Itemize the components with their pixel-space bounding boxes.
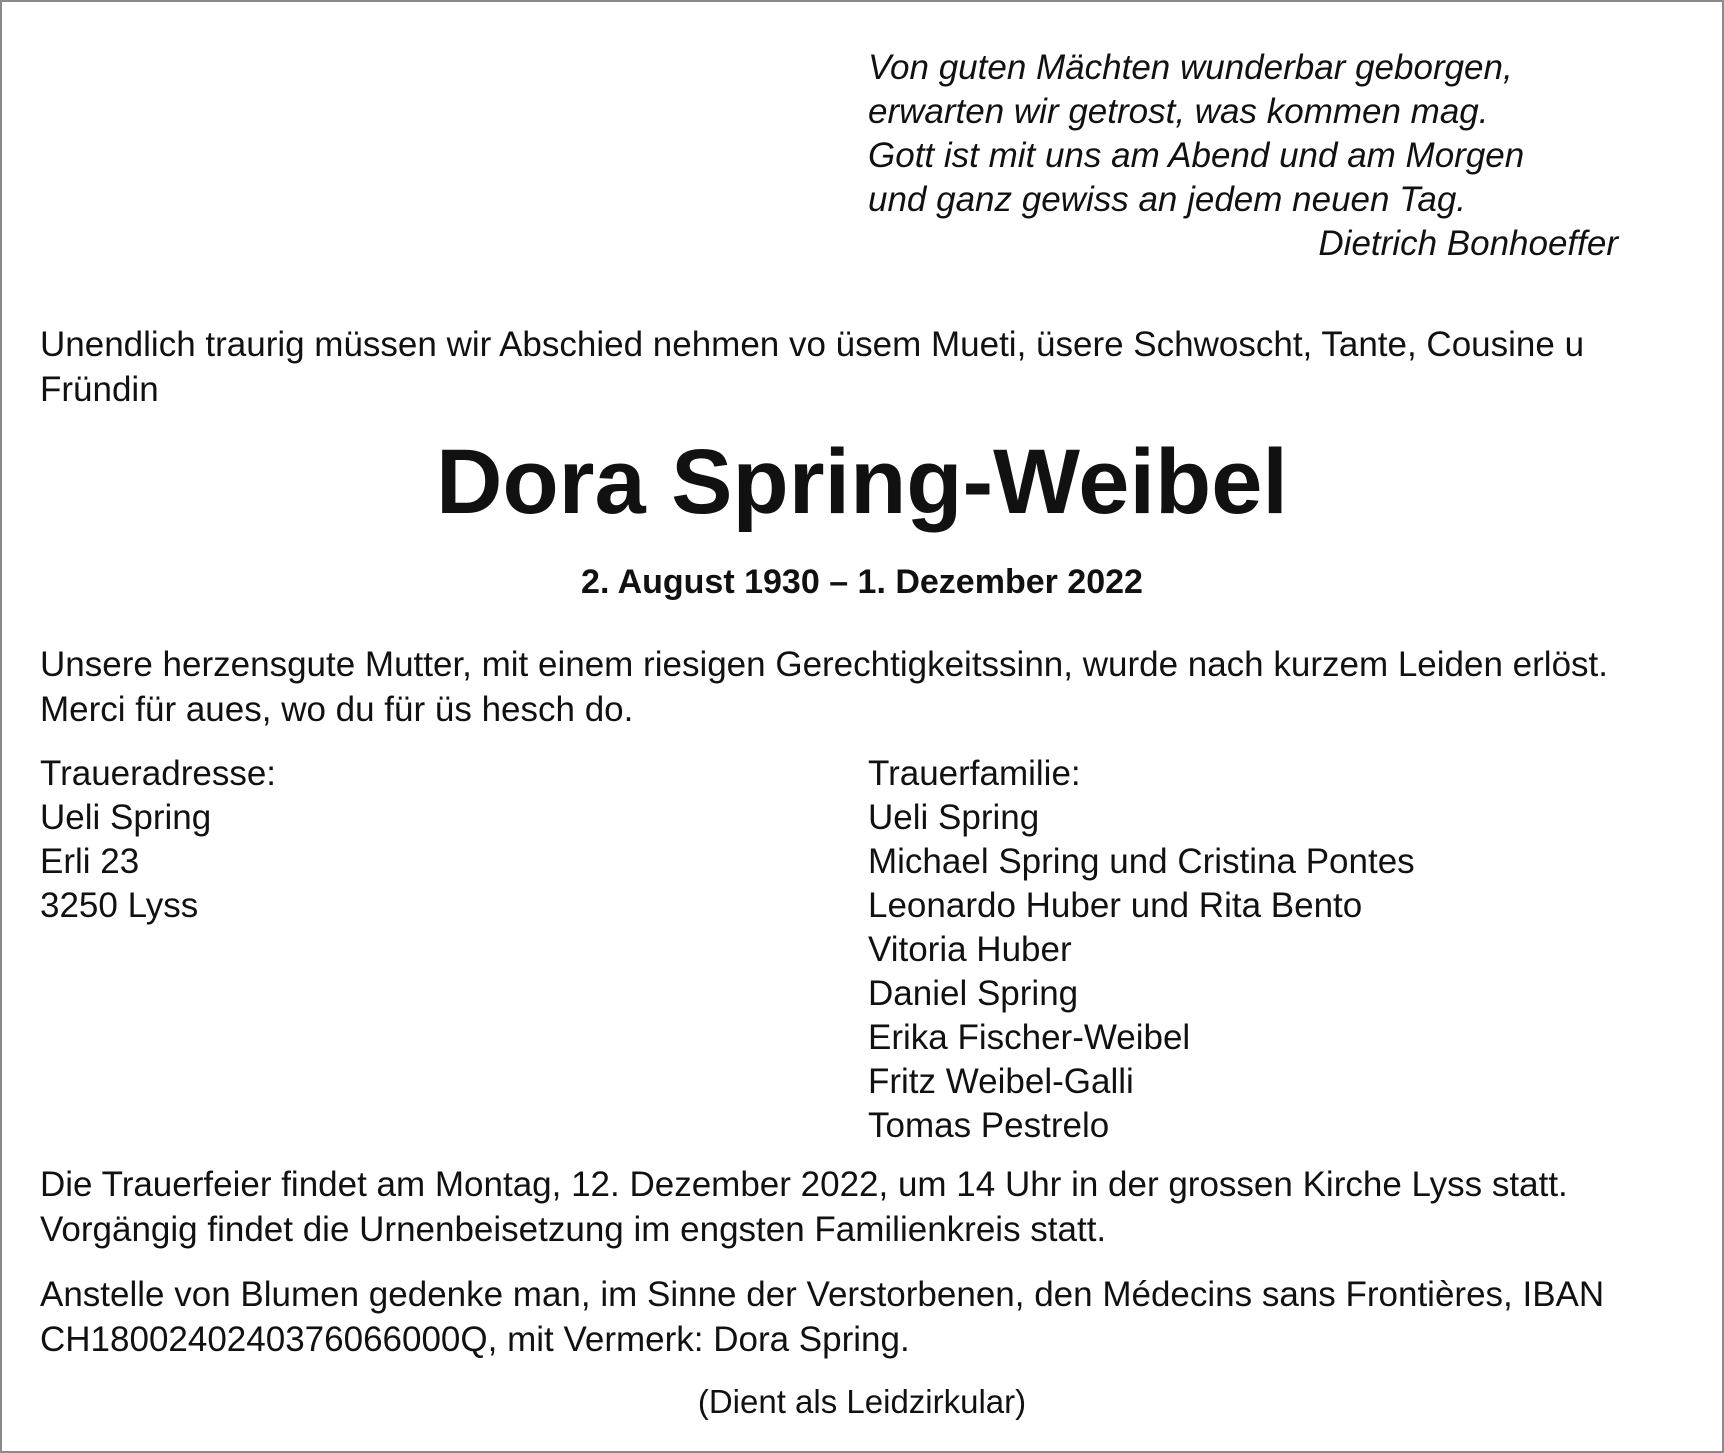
deceased-name: Dora Spring-Weibel [436, 431, 1288, 533]
family-member: Daniel Spring [868, 974, 1079, 1013]
family-heading: Trauerfamilie: [868, 754, 1081, 793]
mourning-address [40, 752, 276, 928]
address-line: Ueli Spring [40, 798, 212, 837]
quote-line: Von guten Mächten wunderbar geborgen, [868, 48, 1513, 87]
quote-line: erwarten wir getrost, was kommen mag. [868, 92, 1489, 131]
family-member: Leonardo Huber und Rita Bento [868, 886, 1363, 925]
mourning-family [868, 752, 1415, 1148]
bonhoeffer-quote [868, 46, 1628, 266]
family-member: Vitoria Huber [868, 930, 1072, 969]
address-line: 3250 Lyss [40, 886, 199, 925]
description-text: Unsere herzensgute Mutter, mit einem riesigen Gerechtigkeitssinn, wurde nach kurzem Leiden erlöst. Merci für aues, wo du für üs hesch do. [40, 645, 1608, 729]
family-member: Ueli Spring [868, 798, 1040, 837]
family-member: Fritz Weibel-Galli [868, 1062, 1134, 1101]
quote-line: Gott ist mit uns am Abend und am Morgen [868, 136, 1525, 175]
address-line: Erli 23 [40, 842, 140, 881]
quote-author: Dietrich Bonhoeffer [1318, 224, 1618, 263]
quote-line: und ganz gewiss an jedem neuen Tag. [868, 180, 1467, 219]
family-member: Tomas Pestrelo [868, 1106, 1110, 1145]
family-member: Michael Spring und Cristina Pontes [868, 842, 1415, 881]
life-dates: 2. August 1930 – 1. Dezember 2022 [581, 563, 1143, 601]
address-heading: Traueradresse: [40, 754, 277, 793]
intro-text: Unendlich traurig müssen wir Abschied nehmen vo üsem Mueti, üsere Schwoscht, Tante, Cousine u Fründin [40, 325, 1585, 409]
ceremony-text: Die Trauerfeier findet am Montag, 12. Dezember 2022, um 14 Uhr in der grossen Kirche Lyss statt. Vorgängig findet die Urnenbeisetzung im engsten Familienkreis statt. [40, 1165, 1568, 1249]
footer-note: (Dient als Leidzirkular) [697, 1383, 1027, 1420]
donation-text: Anstelle von Blumen gedenke man, im Sinne der Verstorbenen, den Médecins sans Frontières, IBAN CH1800240240376066000Q, mit Vermerk: Dora Spring. [40, 1275, 1605, 1359]
family-member: Erika Fischer-Weibel [868, 1018, 1191, 1057]
